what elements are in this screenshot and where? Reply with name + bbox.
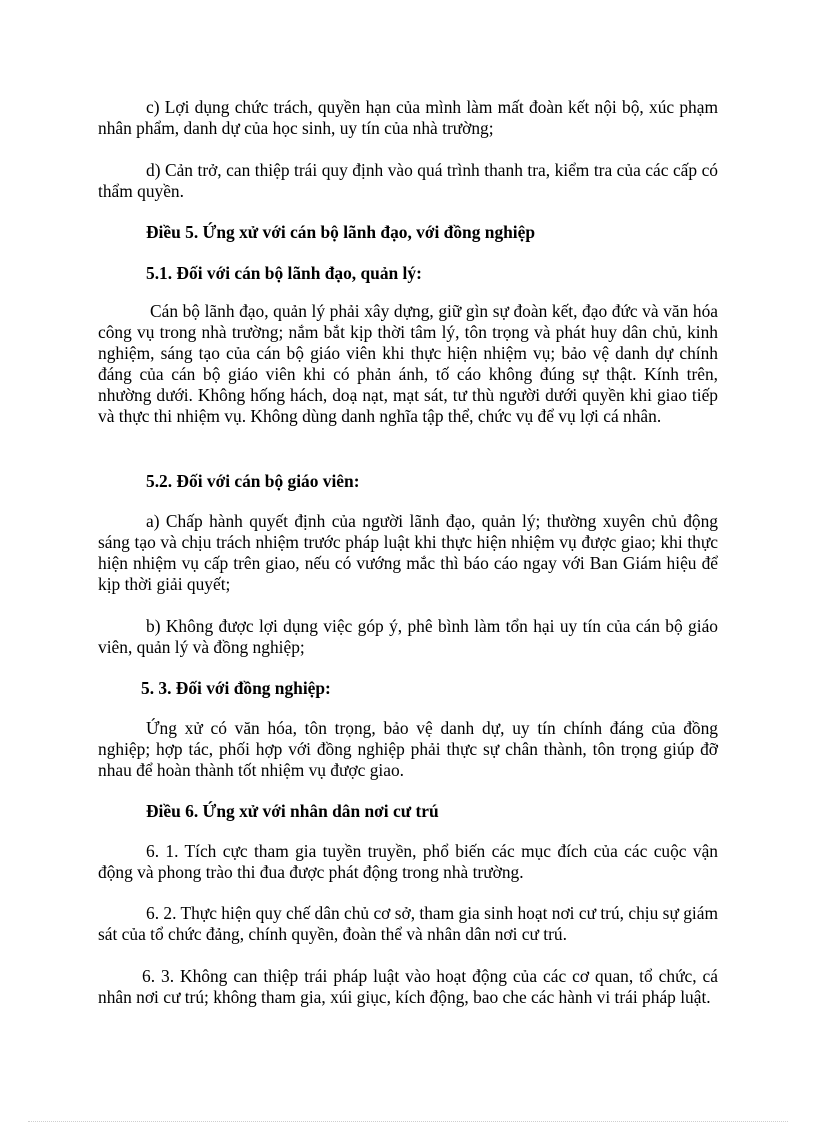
paragraph-clause-6-1: 6. 1. Tích cực tham gia tuyền truyền, phổ biến các mục đích của các cuộc vận động và phong trào thi đua được phát động trong nhà trường. bbox=[98, 841, 718, 882]
paragraph-section-5-3-body: Ứng xử có văn hóa, tôn trọng, bảo vệ danh dự, uy tín chính đáng của đồng nghiệp; hợp tác, phối hợp với đồng nghiệp phải thực sự chân thành, tôn trọng giúp đỡ nhau để hoàn thành tốt nhiệm vụ được giao. bbox=[98, 718, 718, 780]
heading-section-5-1: 5.1. Đối với cán bộ lãnh đạo, quản lý: bbox=[146, 263, 422, 283]
heading-article-5: Điều 5. Ứng xử với cán bộ lãnh đạo, với đồng nghiệp bbox=[146, 222, 536, 242]
paragraph-clause-d: d) Cản trở, can thiệp trái quy định vào quá trình thanh tra, kiểm tra của các cấp có thẩm quyền. bbox=[98, 160, 718, 201]
heading-section-5-2: 5.2. Đối với cán bộ giáo viên: bbox=[146, 471, 360, 491]
paragraph-clause-5-2-a: a) Chấp hành quyết định của người lãnh đạo, quản lý; thường xuyên chủ động sáng tạo và chịu trách nhiệm trước pháp luật khi thực hiện nhiệm vụ được giao; khi thực hiện nhiệm vụ cấp trên giao, nếu có vướng mắc thì báo cáo ngay với Ban Giám hiệu để kịp thời giải quyết; bbox=[98, 511, 718, 594]
paragraph-clause-6-3: 6. 3. Không can thiệp trái pháp luật vào hoạt động của các cơ quan, tổ chức, cá nhân nơi cư trú; không tham gia, xúi giục, kích động, bao che các hành vi trái pháp luật. bbox=[98, 966, 718, 1007]
paragraph-clause-5-2-b: b) Không được lợi dụng việc góp ý, phê bình làm tổn hại uy tín của cán bộ giáo viên, quản lý và đồng nghiệp; bbox=[98, 616, 718, 657]
heading-article-6: Điều 6. Ứng xử với nhân dân nơi cư trú bbox=[146, 801, 439, 821]
paragraph-clause-6-2: 6. 2. Thực hiện quy chế dân chủ cơ sở, tham gia sinh hoạt nơi cư trú, chịu sự giám sát của tổ chức đảng, chính quyền, đoàn thể và nhân dân nơi cư trú. bbox=[98, 903, 718, 944]
paragraph-clause-c: c) Lợi dụng chức trách, quyền hạn của mình làm mất đoàn kết nội bộ, xúc phạm nhân phẩm, danh dự của học sinh, uy tín của nhà trường; bbox=[98, 97, 718, 138]
paragraph-section-5-1-body: Cán bộ lãnh đạo, quản lý phải xây dựng, giữ gìn sự đoàn kết, đạo đức và văn hóa công vụ trong nhà trường; nắm bắt kịp thời tâm lý, tôn trọng và phát huy dân chủ, kinh nghiệm, sáng tạo của cán bộ giáo viên khi thực hiện nhiệm vụ; bảo vệ danh dự chính đáng của cán bộ giáo viên khi có phản ánh, tố cáo không đúng sự thật. Kính trên, nhường dưới. Không hống hách, doạ nạt, mạt sát, tư thù người dưới quyền khi giao tiếp và thực thi nhiệm vụ. Không dùng danh nghĩa tập thể, chức vụ để vụ lợi cá nhân. bbox=[98, 301, 718, 426]
page-bottom-divider bbox=[28, 1121, 788, 1122]
heading-section-5-3: 5. 3. Đối với đồng nghiệp: bbox=[141, 678, 331, 698]
